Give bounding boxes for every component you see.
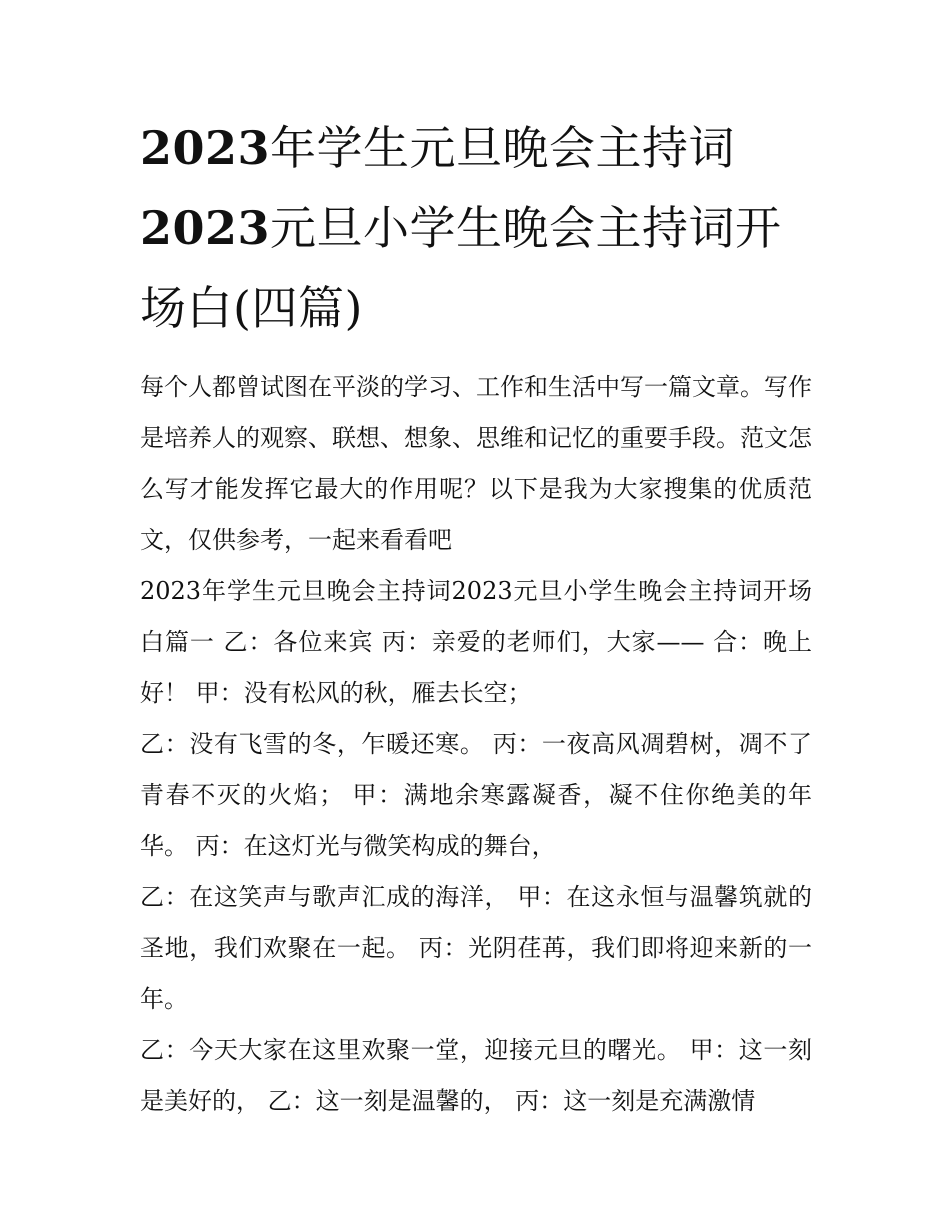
title-year-2: 2023 (140, 201, 271, 255)
body-paragraph: 乙：没有飞雪的冬，乍暖还寒。 丙：一夜高风凋碧树，凋不了青春不灭的火焰； 甲：满地余寒露凝香，凝不住你绝美的年华。 丙：在这灯光与微笑构成的舞台， (140, 730, 812, 860)
body-paragraph: 乙：在这笑声与歌声汇成的海洋， 甲：在这永恒与温馨筑就的圣地，我们欢聚在一起。 丙：光阴荏苒，我们即将迎来新的一年。 (140, 883, 812, 1013)
body-paragraph: 乙：今天大家在这里欢聚一堂，迎接元旦的曙光。 甲：这一刻是美好的， 乙：这一刻是温馨的， 丙：这一刻是充满激情 (140, 1036, 812, 1115)
title-year-1: 2023 (140, 121, 271, 175)
intro-paragraph: 每个人都曾试图在平淡的学习、工作和生活中写一篇文章。写作是培养人的观察、联想、想象、思维和记忆的重要手段。范文怎么写才能发挥它最大的作用呢？以下是我为大家搜集的优质范文，仅供参考，一起来看看吧 (140, 373, 812, 554)
body-paragraph: 2023年学生元旦晚会主持词2023元旦小学生晚会主持词开场白篇一 乙：各位来宾 丙：亲爱的老师们，大家—— 合：晚上好！ 甲：没有松风的秋，雁去长空； (140, 577, 812, 707)
title-text-2: 元旦小学生晚会主持词开场白(四篇) (140, 201, 782, 335)
title-text-1: 年学生元旦晚会主持词 (270, 121, 736, 175)
document-title (140, 108, 812, 348)
document-content (140, 108, 812, 1127)
